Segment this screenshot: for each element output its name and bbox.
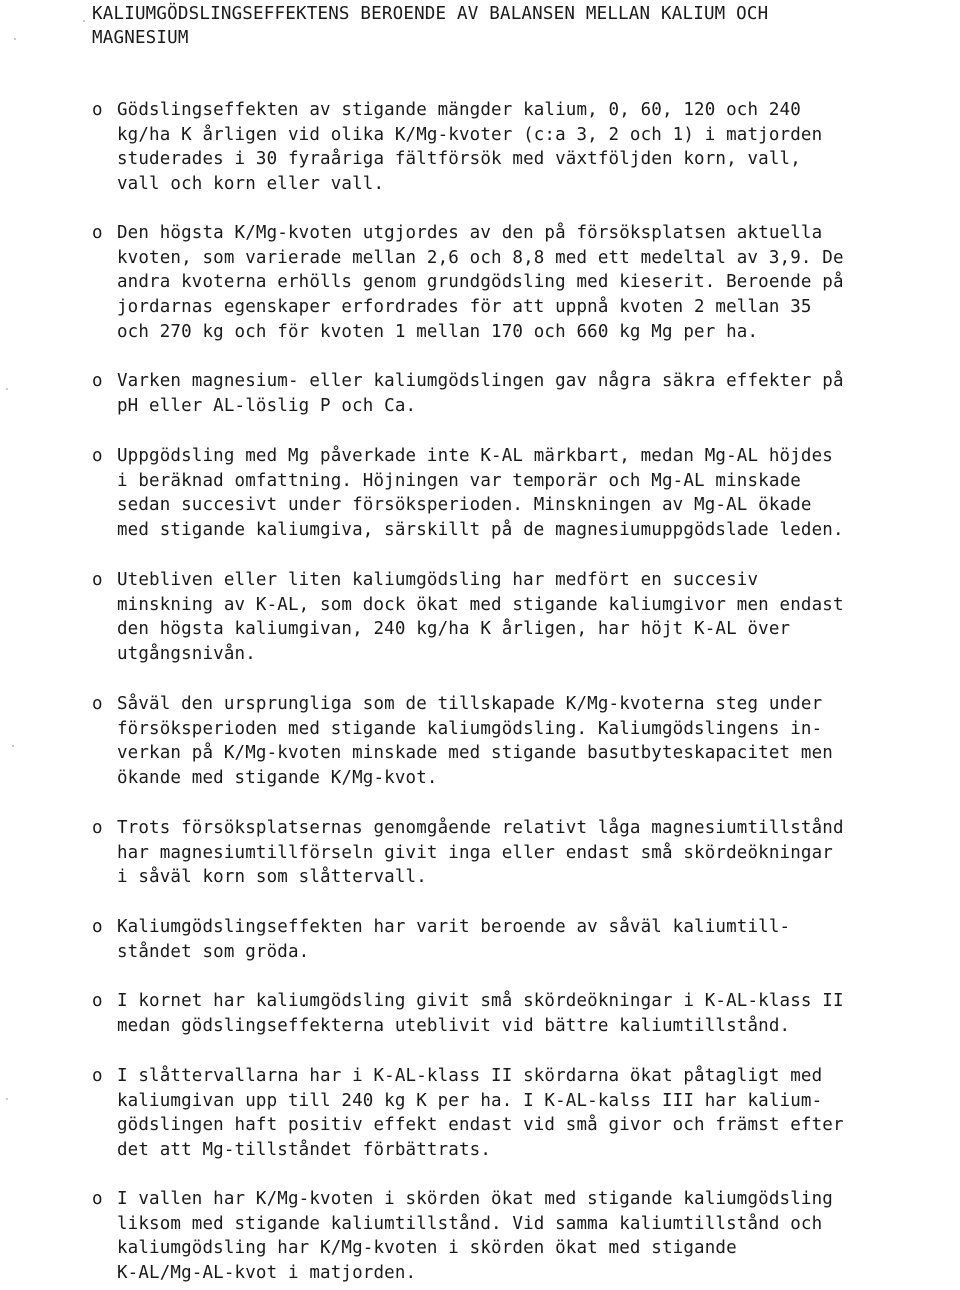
bullet-marker: o — [92, 1189, 103, 1209]
list-item-text: Såväl den ursprungliga som de tillskapade K/Mg-kvoterna steg under försöksperioden med stigande kaliumgödsling. Kaliumgödslingens in- verkan på K/Mg-kvoten minskade med stigande basutbyteskapacitet men ökande med stigande K/Mg-kvot. — [117, 694, 833, 789]
list-item — [92, 816, 958, 890]
list-item-text: Gödslingseffekten av stigande mängder kalium, 0, 60, 120 och 240 kg/ha K årligen vid olika K/Mg-kvoter (c:a 3, 2 och 1) i matjorden studerades i 30 fyraåriga fältförsök med växtföljden korn, vall, vall och korn eller vall. — [117, 100, 823, 195]
list-item — [92, 568, 958, 667]
bullet-marker: o — [92, 991, 103, 1011]
list-item-text: Kaliumgödslingseffekten har varit beroende av såväl kaliumtill- ståndet som gröda. — [117, 917, 791, 962]
bullet-marker: o — [92, 818, 103, 838]
list-item — [92, 221, 958, 345]
scan-speck — [6, 388, 8, 390]
list-item-text: Den högsta K/Mg-kvoten utgjordes av den på försöksplatsen aktuella kvoten, som varierade mellan 2,6 och 8,8 med ett medeltal av 3,9. De andra kvoterna erhölls genom grundgödsling med kieserit. Beroende på jordarnas egenskaper erfordrades för att uppnå kvoten 2 mellan 35 och 270 kg och för kvoten 1 mellan 170 och 660 kg Mg per ha. — [117, 223, 844, 342]
list-item-text: I vallen har K/Mg-kvoten i skörden ökat med stigande kaliumgödsling liksom med stigande kaliumtillstånd. Vid samma kaliumtillstånd och kaliumgödsling har K/Mg-kvoten i skörden ökat med stigande K-AL/Mg-AL-kvot i matjorden. — [117, 1189, 833, 1284]
bullet-marker: o — [92, 917, 103, 937]
list-item — [92, 915, 958, 964]
bullet-marker: o — [92, 694, 103, 714]
scan-speck — [83, 20, 85, 22]
scan-speck — [14, 38, 16, 40]
list-item — [92, 444, 958, 543]
list-item-text: Utebliven eller liten kaliumgödsling har medfört en succesiv minskning av K-AL, som dock ökat med stigande kaliumgivor men endast den högsta kaliumgivan, 240 kg/ha K årligen, har höjt K-AL över utgångsnivån. — [117, 570, 844, 665]
bullet-marker: o — [92, 100, 103, 120]
bullet-marker: o — [92, 1066, 103, 1086]
bullet-marker: o — [92, 223, 103, 243]
scan-speck — [12, 745, 14, 747]
bullet-marker: o — [92, 570, 103, 590]
list-item — [92, 98, 958, 197]
list-item — [92, 692, 958, 791]
bullet-marker: o — [92, 371, 103, 391]
list-item-text: Varken magnesium- eller kaliumgödslingen gav några säkra effekter på pH eller AL-löslig P och Ca. — [117, 371, 844, 416]
scan-speck — [6, 1098, 8, 1100]
list-item — [92, 1064, 958, 1163]
list-item — [92, 369, 958, 418]
list-item-text: Trots försöksplatsernas genomgående relativt låga magnesiumtillstånd har magnesiumtillförseln givit inga eller endast små skördeökningar i såväl korn som slåttervall. — [117, 818, 844, 888]
list-item — [92, 1187, 958, 1286]
bullet-marker: o — [92, 446, 103, 466]
document-title: KALIUMGÖDSLINGSEFFEKTENS BEROENDE AV BALANSEN MELLAN KALIUM OCH MAGNESIUM — [92, 4, 769, 48]
list-item — [92, 989, 958, 1038]
list-item-text: Uppgödsling med Mg påverkade inte K-AL märkbart, medan Mg-AL höjdes i beräknad omfattning. Höjningen var temporär och Mg-AL minskade sedan succesivt under försöksperioden. Minskningen av Mg-AL ökade med stigande kaliumgiva, särskillt på de magnesiumuppgödslade leden. — [117, 446, 844, 541]
list-item-text: I slåttervallarna har i K-AL-klass II skördarna ökat påtagligt med kaliumgivan upp till 240 kg K per ha. I K-AL-kalss III har kalium- gödslingen haft positiv effekt endast vid små givor och främst efter det att Mg-tillståndet förbättrats. — [117, 1066, 844, 1161]
list-item-text: I kornet har kaliumgödsling givit små skördeökningar i K-AL-klass II medan gödslingseffekterna uteblivit vid bättre kaliumtillstånd. — [117, 991, 844, 1036]
